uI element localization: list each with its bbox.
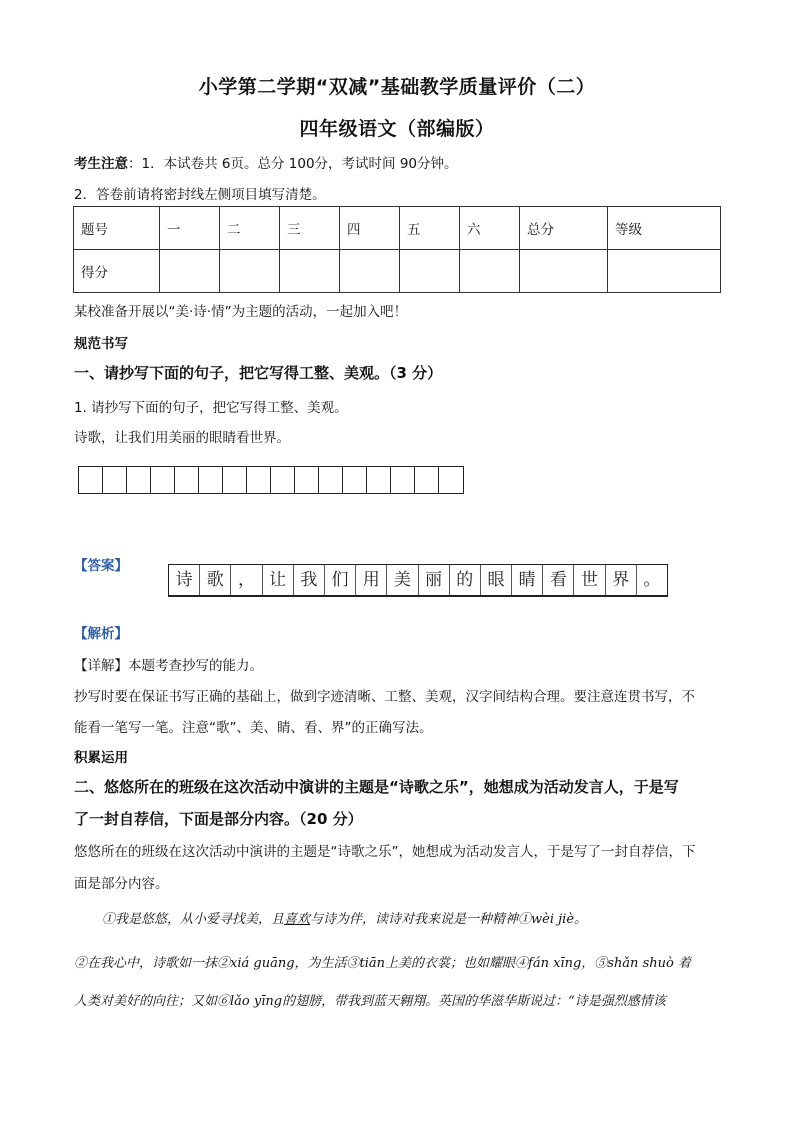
answer-char: 让 — [263, 565, 294, 595]
answer-char: 美 — [387, 565, 418, 595]
grid-cell[interactable] — [271, 467, 295, 493]
grid-cell[interactable] — [439, 467, 463, 493]
grid-cell[interactable] — [367, 467, 391, 493]
answer-char: 我 — [294, 565, 325, 595]
answer-char: 眼 — [481, 565, 512, 595]
grid-cell[interactable] — [103, 467, 127, 493]
intro-text: 某校准备开展以“美·诗·情”为主题的活动，一起加入吧！ — [74, 304, 408, 320]
score-header-cell: 一 — [160, 207, 220, 250]
explain-line-2: 能看一笔写一笔。注意“歌”、美、睛、看、界”的正确写法。 — [74, 720, 433, 736]
grid-cell[interactable] — [295, 467, 319, 493]
letter-line-1-end: 与诗为伴，读诗对我来说是一种精神①wèi jiè。 — [310, 912, 588, 927]
score-input-cell[interactable] — [160, 250, 220, 293]
score-header-cell: 三 — [280, 207, 340, 250]
score-table-score-row — [74, 250, 721, 293]
answer-char: 用 — [356, 565, 387, 595]
answer-label: 【答案】 — [74, 558, 128, 574]
question-1-text: 1. 请抄写下面的句子，把它写得工整、美观。 — [74, 400, 348, 416]
letter-line-3: 人类对美好的向往；又如⑥lǎo yīng的翅膀，带我到蓝天翱翔。英国的华滋华斯说过：“诗是强烈感情该 — [74, 994, 666, 1009]
answer-char: ， — [231, 565, 262, 595]
explain-line-1: 抄写时要在保证书写正确的基础上，做到字迹清晰、工整、美观，汉字间结构合理。要注意连贯书写，不 — [74, 689, 695, 705]
question-2-text-line-1: 悠悠所在的班级在这次活动中演讲的主题是“诗歌之乐”，她想成为活动发言人，于是写了一封自荐信，下 — [74, 844, 696, 860]
section-usage-heading: 积累运用 — [74, 750, 128, 766]
score-table — [73, 206, 721, 293]
answer-char: 的 — [450, 565, 481, 595]
score-header-cell: 总分 — [520, 207, 608, 250]
answer-char: 看 — [543, 565, 574, 595]
grid-cell[interactable] — [199, 467, 223, 493]
answer-handwriting-image — [168, 564, 668, 597]
score-header-cell: 二 — [220, 207, 280, 250]
answer-char: 睛 — [512, 565, 543, 595]
score-input-cell[interactable] — [280, 250, 340, 293]
score-row-label: 得分 — [74, 250, 160, 293]
answer-char: 诗 — [169, 565, 200, 595]
page-title: 小学第二学期“双减”基础教学质量评价（二） — [198, 76, 596, 98]
score-input-cell[interactable] — [520, 250, 608, 293]
grid-cell[interactable] — [391, 467, 415, 493]
grid-cell[interactable] — [319, 467, 343, 493]
question-1-title: 一、请抄写下面的句子，把它写得工整、美观。（3 分） — [74, 364, 443, 382]
question-2-title-line-1: 二、悠悠所在的班级在这次活动中演讲的主题是“诗歌之乐”，她想成为活动发言人，于是写 — [74, 778, 679, 796]
score-input-cell[interactable] — [608, 250, 721, 293]
notice-line-1 — [74, 152, 458, 172]
detail-text: 【详解】本题考查抄写的能力。 — [74, 658, 263, 674]
grid-cell[interactable] — [175, 467, 199, 493]
grid-cell[interactable] — [223, 467, 247, 493]
answer-char: 丽 — [419, 565, 450, 595]
question-2-title-line-2: 了一封自荐信，下面是部分内容。（20 分） — [74, 810, 363, 828]
letter-line-2: ②在我心中，诗歌如一抹②xiá guāng，为生活③tiān上美的衣裳；也如耀眼④fán xīng，⑤shǎn shuò 着 — [74, 956, 691, 971]
analysis-label: 【解析】 — [74, 626, 128, 642]
grid-cell[interactable] — [151, 467, 175, 493]
score-input-cell[interactable] — [460, 250, 520, 293]
grid-cell[interactable] — [79, 467, 103, 493]
score-table-header-row — [74, 207, 721, 250]
notice-item-1: ：1．本试卷共 6页。总分 100分，考试时间 90分钟。 — [128, 156, 458, 172]
answer-char: 世 — [574, 565, 605, 595]
grid-cell[interactable] — [127, 467, 151, 493]
letter-line-1 — [102, 908, 587, 927]
answer-char: 歌 — [200, 565, 231, 595]
score-input-cell[interactable] — [340, 250, 400, 293]
answer-char: 们 — [325, 565, 356, 595]
grid-cell[interactable] — [415, 467, 439, 493]
score-header-cell: 等级 — [608, 207, 721, 250]
score-header-cell: 题号 — [74, 207, 160, 250]
answer-char: 。 — [643, 570, 661, 590]
letter-line-1-start: ①我是悠悠，从小爱寻找美，且 — [102, 912, 285, 927]
score-input-cell[interactable] — [400, 250, 460, 293]
page-subtitle: 四年级语文（部编版） — [299, 118, 495, 140]
letter-underlined-word: 喜欢 — [284, 912, 311, 927]
score-input-cell[interactable] — [220, 250, 280, 293]
notice-item-2: 2．答卷前请将密封线左侧项目填写清楚。 — [74, 187, 326, 203]
question-2-text-line-2: 面是部分内容。 — [74, 876, 169, 892]
section-writing-heading: 规范书写 — [74, 336, 128, 352]
grid-cell[interactable] — [247, 467, 271, 493]
answer-char: 界 — [606, 565, 637, 595]
question-1-sentence: 诗歌，让我们用美丽的眼睛看世界。 — [74, 430, 290, 446]
writing-grid[interactable] — [78, 466, 464, 494]
notice-label: 考生注意 — [74, 156, 128, 172]
score-header-cell: 五 — [400, 207, 460, 250]
score-header-cell: 四 — [340, 207, 400, 250]
grid-cell[interactable] — [343, 467, 367, 493]
score-header-cell: 六 — [460, 207, 520, 250]
